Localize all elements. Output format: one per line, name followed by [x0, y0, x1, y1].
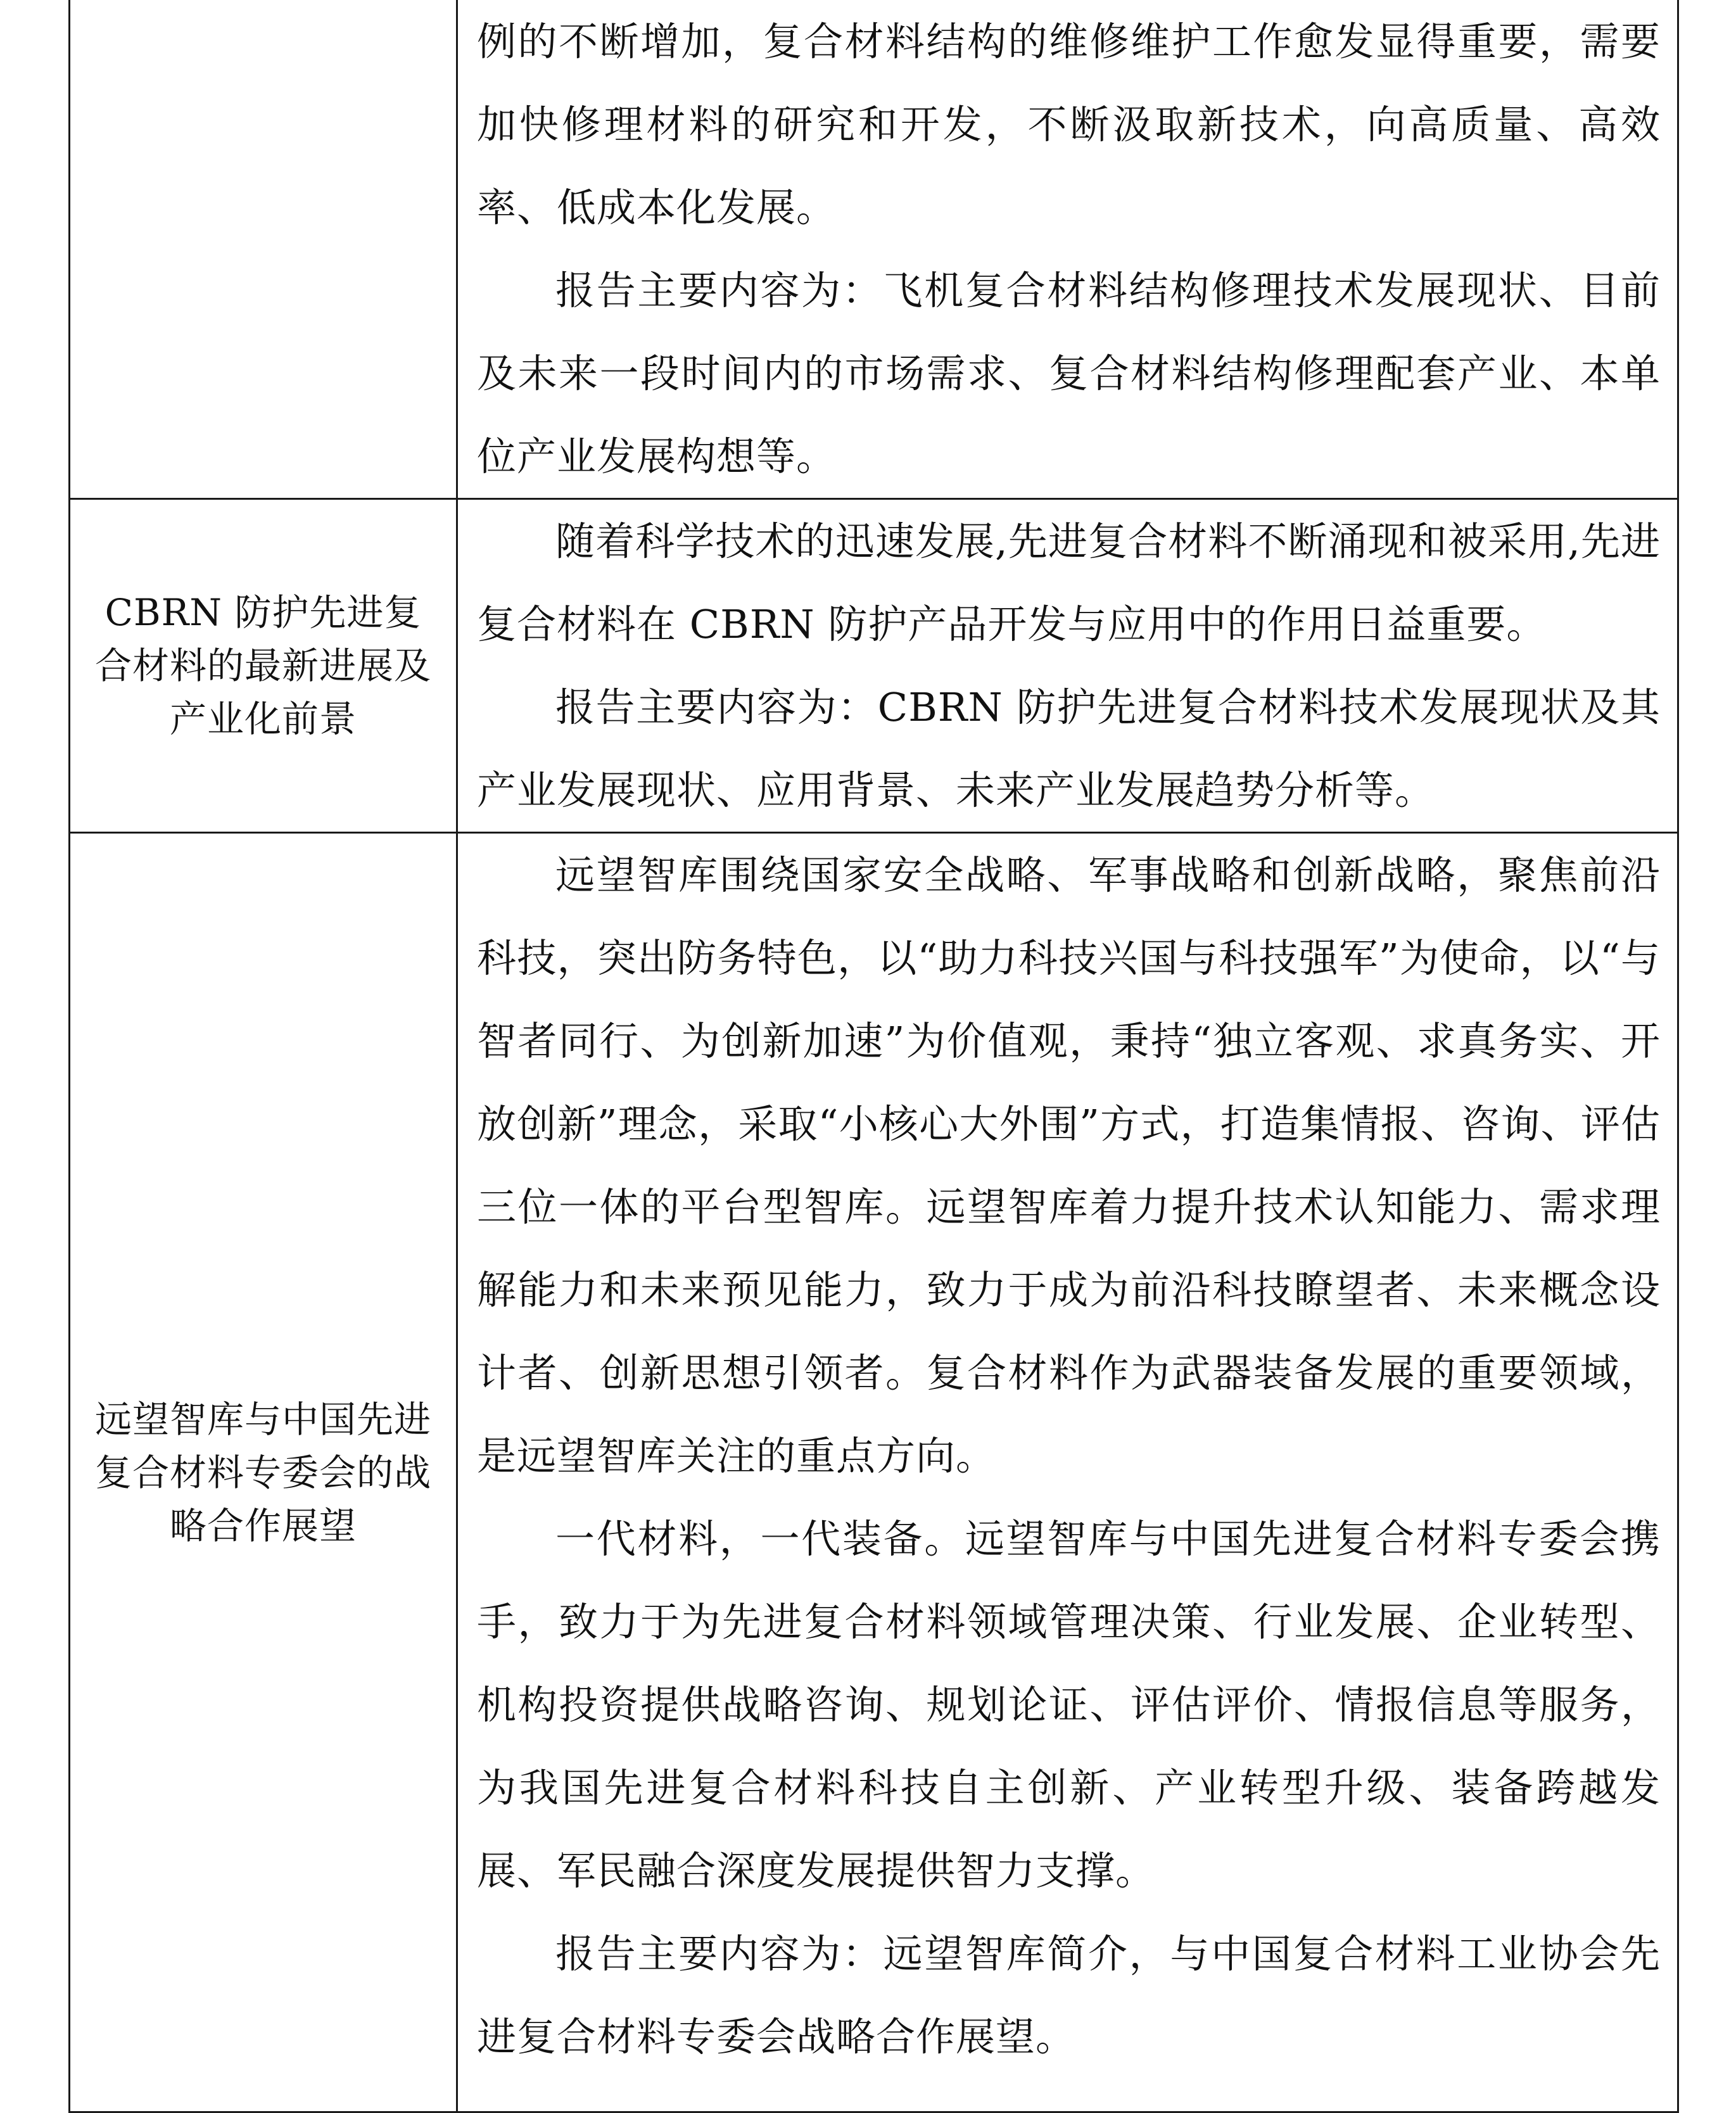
topic-cell [70, 0, 457, 499]
table-row [70, 499, 1678, 833]
description-paragraph: 例的不断增加，复合材料结构的维修维护工作愈发显得重要，需要加快修理材料的研究和开发，不断汲取新技术，向高质量、高效率、低成本化发展。 [477, 18, 1661, 231]
description-cell [457, 0, 1678, 499]
description-paragraph: 远望智库围绕国家安全战略、军事战略和创新战略，聚焦前沿科技，突出防务特色，以“助力科技兴国与科技强军”为使命，以“与智者同行、为创新加速”为价值观，秉持“独立客观、求真务实、开放创新”理念，采取“小核心大外围”方式，打造集情报、咨询、评估三位一体的平台型智库。远望智库着力提升技术认知能力、需求理解能力和未来预见能力，致力于成为前沿科技瞭望者、未来概念设计者、创新思想引领者。复合材料作为武器装备发展的重要领域，是远望智库关注的重点方向。 [477, 852, 1661, 1479]
table-row [70, 0, 1678, 499]
description-cell [457, 833, 1678, 2112]
description-paragraph: 报告主要内容为：远望智库简介，与中国复合材料工业协会先进复合材料专委会战略合作展望。 [477, 1931, 1661, 2060]
description-paragraph: 随着科学技术的迅速发展,先进复合材料不断涌现和被采用,先进复合材料在 CBRN 防护产品开发与应用中的作用日益重要。 [477, 518, 1661, 647]
table-row [70, 833, 1678, 2112]
description-paragraph: 一代材料，一代装备。远望智库与中国先进复合材料专委会携手，致力于为先进复合材料领域管理决策、行业发展、企业转型、机构投资提供战略咨询、规划论证、评估评价、情报信息等服务，为我国先进复合材料科技自主创新、产业转型升级、装备跨越发展、军民融合深度发展提供智力支撑。 [477, 1516, 1661, 1894]
description-paragraph: 报告主要内容为：CBRN 防护先进复合材料技术发展现状及其产业发展现状、应用背景、未来产业发展趋势分析等。 [477, 684, 1661, 813]
topic-cell: CBRN 防护先进复合材料的最新进展及产业化前景 [70, 499, 457, 833]
topic-cell: 远望智库与中国先进复合材料专委会的战略合作展望 [70, 833, 457, 2112]
description-paragraph: 报告主要内容为：飞机复合材料结构修理技术发展现状、目前及未来一段时间内的市场需求、复合材料结构修理配套产业、本单位产业发展构想等。 [477, 267, 1661, 479]
description-cell [457, 499, 1678, 833]
report-topics-table [68, 0, 1679, 2113]
